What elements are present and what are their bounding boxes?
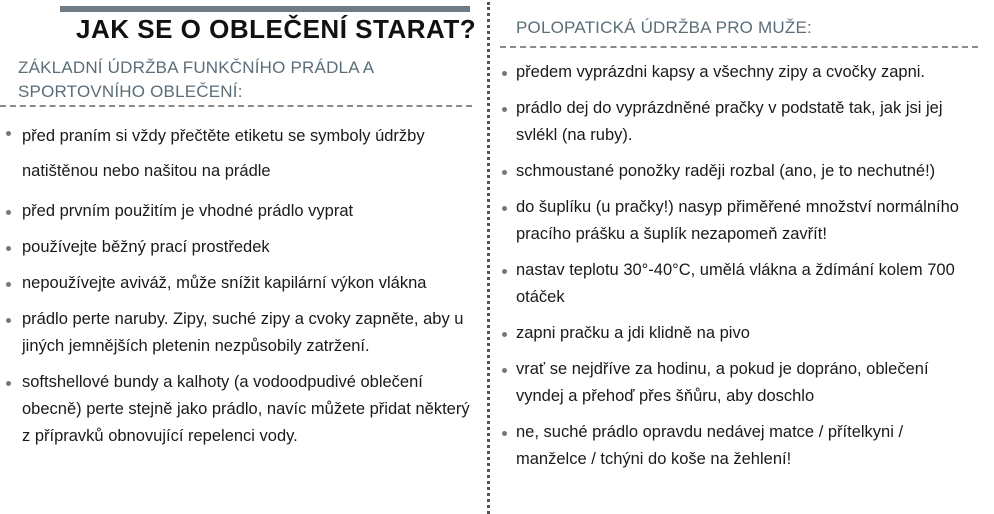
list-item-text: nepoužívejte aviváž, může snížit kapilární výkon vlákna — [22, 274, 427, 292]
bullet-icon — [6, 282, 11, 287]
list-item — [0, 234, 478, 261]
list-item-text: ne, suché prádlo opravdu nedávej matce / přítelkyni / manželce / tchýni do koše na žehlení! — [516, 423, 904, 468]
list-item — [500, 257, 978, 311]
list-item — [500, 59, 978, 86]
list-item — [500, 158, 978, 185]
section-heading-men-care: POLOPATICKÁ ÚDRŽBA PRO MUŽE: — [516, 18, 812, 37]
column-divider — [487, 2, 490, 514]
list-item — [0, 198, 478, 225]
section-divider — [500, 46, 978, 48]
title-bar-accent — [60, 6, 470, 12]
bullet-icon — [502, 107, 507, 112]
list-item-text: do šuplíku (u pračky!) nasyp přiměřené množství normálního pracího prášku a šuplík nezapomeň zavřít! — [516, 198, 959, 243]
bullet-icon — [6, 381, 11, 386]
list-item-text: používejte běžný prací prostředek — [22, 238, 270, 256]
list-item — [500, 419, 978, 473]
bullet-icon — [502, 431, 507, 436]
bullet-icon — [502, 206, 507, 211]
bullet-icon — [6, 131, 11, 136]
list-item-text: před praním si vždy přečtěte etiketu se symboly údržby natištěnou nebo našitou na prádle — [22, 127, 425, 180]
list-item-text: prádlo dej do vyprázdněné pračky v podstatě tak, jak jsi jej svlékl (na ruby). — [516, 99, 943, 144]
list-item — [0, 119, 478, 189]
section-divider — [0, 105, 472, 107]
list-item-text: vrať se nejdříve za hodinu, a pokud je dopráno, oblečení vyndej a přehoď přes šňůru, aby doschlo — [516, 360, 929, 405]
list-item-text: softshellové bundy a kalhoty (a vodoodpudivé oblečení obecně) perte stejně jako prádlo, navíc můžete přidat některý z přípravků obnovující repelenci vody. — [22, 373, 470, 445]
basic-care-list — [0, 119, 478, 459]
bullet-icon — [6, 318, 11, 323]
list-item — [500, 95, 978, 149]
list-item — [500, 194, 978, 248]
page-title: JAK SE O OBLEČENÍ STARAT? — [76, 14, 477, 44]
bullet-icon — [502, 170, 507, 175]
section-heading-basic-care: ZÁKLADNÍ ÚDRŽBA FUNKČNÍHO PRÁDLA A SPORTOVNÍHO OBLEČENÍ: — [18, 58, 374, 101]
bullet-icon — [502, 269, 507, 274]
list-item-text: před prvním použitím je vhodné prádlo vyprat — [22, 202, 354, 220]
men-care-list — [500, 59, 978, 482]
list-item — [500, 356, 978, 410]
bullet-icon — [502, 71, 507, 76]
list-item-text: prádlo perte naruby. Zipy, suché zipy a cvoky zapněte, aby u jiných jemnějších pletenin nezpůsobily zatržení. — [22, 310, 464, 355]
list-item — [500, 320, 978, 347]
bullet-icon — [6, 210, 11, 215]
bullet-icon — [6, 246, 11, 251]
list-item — [0, 306, 478, 360]
list-item-text: předem vyprázdni kapsy a všechny zipy a cvočky zapni. — [516, 63, 926, 81]
bullet-icon — [502, 368, 507, 373]
list-item — [0, 369, 478, 450]
list-item-text: nastav teplotu 30°-40°C, umělá vlákna a ždímání kolem 700 otáček — [516, 261, 955, 306]
list-item-text: schmoustané ponožky raději rozbal (ano, je to nechutné!) — [516, 162, 936, 180]
list-item — [0, 270, 478, 297]
bullet-icon — [502, 332, 507, 337]
list-item-text: zapni pračku a jdi klidně na pivo — [516, 324, 750, 342]
